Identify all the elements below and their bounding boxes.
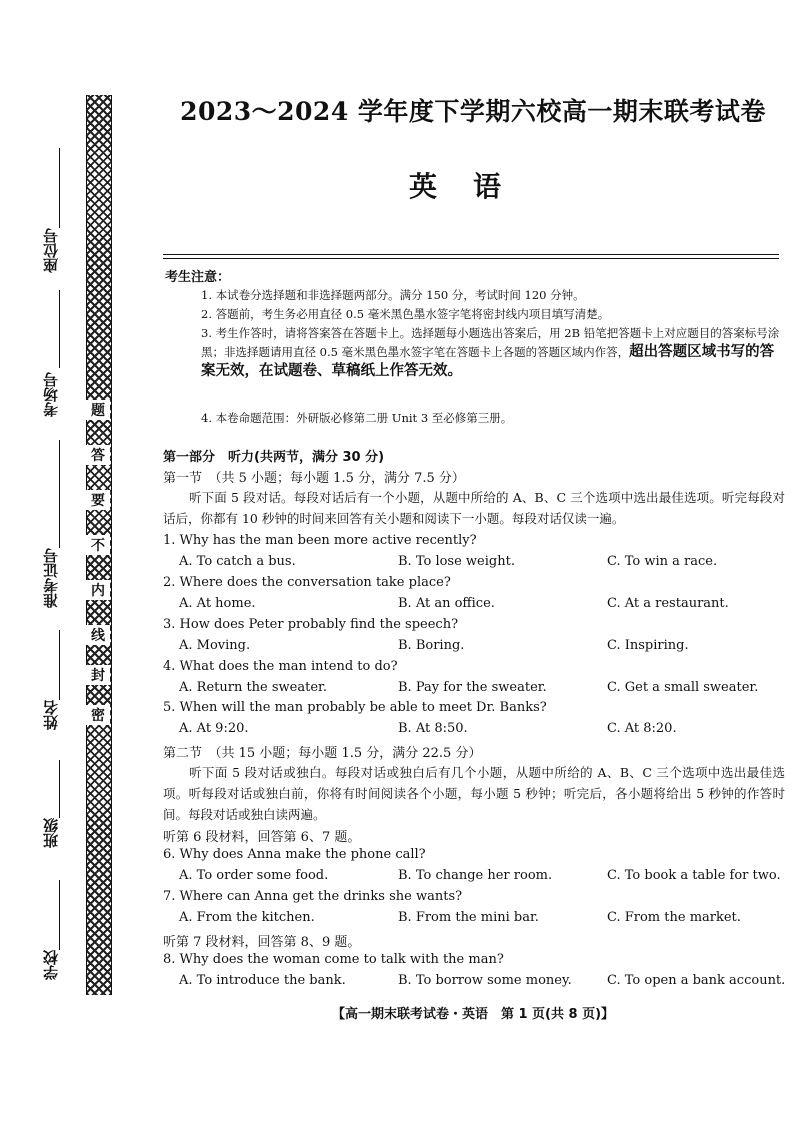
- page-footer: 【高一期末联考试卷・英语 第 1 页(共 8 页)】: [331, 1007, 615, 1022]
- seal-char: 密: [86, 705, 110, 725]
- notice-item-4: 4. 本卷命题范围：外研版必修第二册 Unit 3 至必修第三册。: [201, 411, 513, 425]
- option-7b: B. From the mini bar.: [398, 910, 539, 925]
- admission-number-line: [59, 440, 60, 548]
- exam-title: 2023～2024 学年度下学期六校高一期末联考试卷: [180, 97, 766, 126]
- question-2: 2. Where does the conversation take place?: [163, 575, 451, 590]
- seal-char: 答: [86, 445, 110, 465]
- notice-item-3-emphasis: 超出答题区域书写的答案无效，在试题卷、草稿纸上作答无效。: [201, 344, 775, 379]
- seal-char: 不: [86, 535, 110, 555]
- seat-number-label: 座位号: [42, 228, 60, 273]
- option-3a: A. Moving.: [179, 638, 251, 653]
- material-6-note: 听第 6 段材料，回答第 6、7 题。: [163, 830, 361, 845]
- seal-char: 内: [86, 580, 110, 600]
- divider: [163, 258, 779, 259]
- subject-title: 英语: [408, 170, 537, 203]
- binding-strip: [0, 0, 150, 1123]
- divider: [163, 254, 779, 255]
- option-6a: A. To order some food.: [179, 868, 329, 883]
- name-label: 姓名: [42, 700, 60, 730]
- exam-room-label: 考场号: [42, 372, 60, 417]
- question-5: 5. When will the man probably be able to meet Dr. Banks?: [163, 700, 547, 715]
- section1-heading: 第一节 （共 5 小题；每小题 1.5 分，满分 7.5 分）: [163, 471, 465, 486]
- class-line: [59, 760, 60, 818]
- notice-item-3-text: 3. 考生作答时，请将答案答在答题卡上。选择题每小题选出答案后，用 2B 铅笔把答题卡上对应题目的答案标号涂黑；非选择题请用直径 0.5 毫米黑色墨水签字笔在答题卡上各题的答题区域内作答，: [201, 326, 780, 359]
- question-7: 7. Where can Anna get the drinks she wants?: [163, 889, 463, 904]
- question-1: 1. Why has the man been more active recently?: [163, 533, 477, 548]
- option-5a: A. At 9:20.: [179, 721, 249, 736]
- notice-item-2: 2. 答题前，考生务必用直径 0.5 毫米黑色墨水签字笔将密封线内项目填写清楚。: [201, 307, 610, 321]
- option-8b: B. To borrow some money.: [398, 973, 572, 988]
- option-6b: B. To change her room.: [398, 868, 553, 883]
- option-8a: A. To introduce the bank.: [179, 973, 346, 988]
- option-4b: B. Pay for the sweater.: [398, 680, 547, 695]
- option-3b: B. Boring.: [398, 638, 465, 653]
- notice-title: 考生注意：: [165, 270, 231, 285]
- option-2b: B. At an office.: [398, 596, 495, 611]
- option-5b: B. At 8:50.: [398, 721, 468, 736]
- question-6: 6. Why does Anna make the phone call?: [163, 847, 426, 862]
- seal-char: 线: [86, 625, 110, 645]
- notice-item-3: [201, 324, 781, 381]
- option-6c: C. To book a table for two.: [607, 868, 781, 883]
- section2-heading: 第二节 （共 15 小题；每小题 1.5 分，满分 22.5 分）: [163, 746, 482, 761]
- school-line: [59, 880, 60, 950]
- option-5c: C. At 8:20.: [607, 721, 677, 736]
- section1-instructions: 听下面 5 段对话。每段对话后有一个小题，从题中所给的 A、B、C 三个选项中选出最佳选项。听完每段对话后，你都有 10 秒钟的时间来回答有关小题和阅读下一小题。每段对话仅读一遍。: [163, 490, 785, 526]
- material-7-note: 听第 7 段材料，回答第 8、9 题。: [163, 935, 361, 950]
- option-2c: C. At a restaurant.: [607, 596, 729, 611]
- notice-item-1: 1. 本试卷分选择题和非选择题两部分。满分 150 分，考试时间 120 分钟。: [201, 288, 585, 302]
- option-3c: C. Inspiring.: [607, 638, 689, 653]
- exam-room-line: [59, 290, 60, 368]
- option-4c: C. Get a small sweater.: [607, 680, 759, 695]
- admission-number-label: 准考证号: [42, 548, 60, 608]
- question-4: 4. What does the man intend to do?: [163, 659, 398, 674]
- option-4a: A. Return the sweater.: [179, 680, 327, 695]
- option-1b: B. To lose weight.: [398, 554, 515, 569]
- section2-instructions: 听下面 5 段对话或独白。每段对话或独白后有几个小题，从题中所给的 A、B、C 三个选项中选出最佳选项。听每段对话或独白前，你将有时间阅读各个小题，每小题 5 秒钟；听完后，各小题将给出 5 秒钟的作答时间。每段对话或独白读两遍。: [163, 765, 785, 822]
- option-7c: C. From the market.: [607, 910, 741, 925]
- option-2a: A. At home.: [179, 596, 256, 611]
- class-label: 班级: [42, 818, 60, 848]
- seal-char: 要: [86, 490, 110, 510]
- name-line: [59, 630, 60, 700]
- school-label: 学校: [42, 950, 60, 980]
- option-8c: C. To open a bank account.: [607, 973, 786, 988]
- option-7a: A. From the kitchen.: [179, 910, 315, 925]
- option-1a: A. To catch a bus.: [179, 554, 296, 569]
- question-8: 8. Why does the woman come to talk with the man?: [163, 952, 504, 967]
- question-3: 3. How does Peter probably find the speech?: [163, 617, 459, 632]
- part1-heading: 第一部分 听力(共两节，满分 30 分): [163, 450, 385, 465]
- seal-char: 题: [86, 400, 110, 420]
- seat-number-line: [59, 148, 60, 228]
- seal-char: 封: [86, 665, 110, 685]
- option-1c: C. To win a race.: [607, 554, 718, 569]
